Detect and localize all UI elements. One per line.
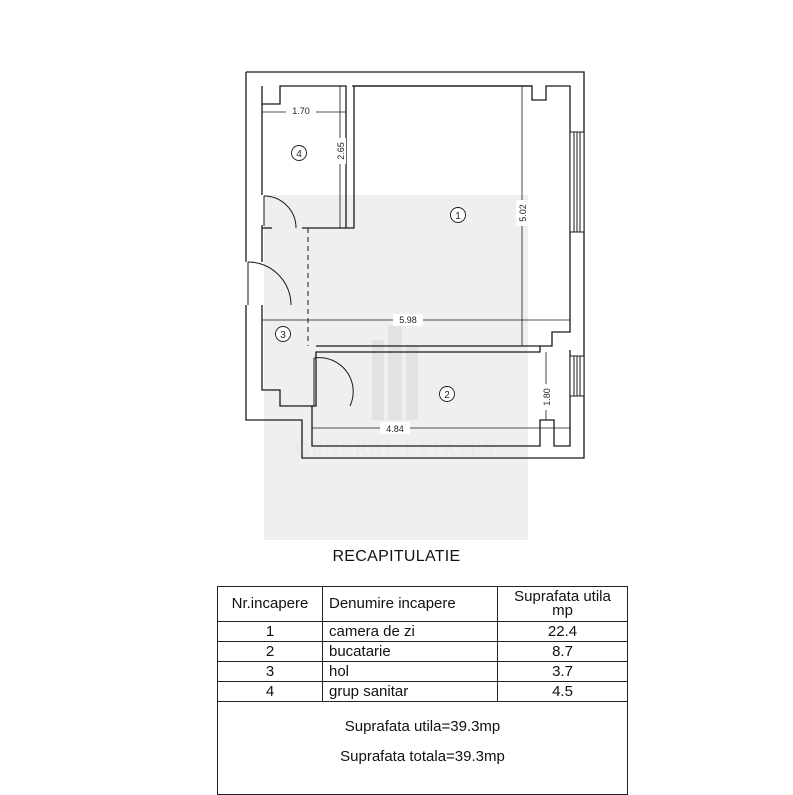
header-room-name: Denumire incapere bbox=[323, 587, 498, 622]
row-name: camera de zi bbox=[323, 622, 498, 642]
total-useful-area: Suprafata utila=39.3mp bbox=[344, 718, 501, 735]
dim-room1-height: 5.02 bbox=[518, 204, 528, 222]
row-area: 22.4 bbox=[498, 622, 628, 642]
dim-room2-height: 1.80 bbox=[542, 388, 552, 406]
totals-cell bbox=[218, 702, 628, 795]
header-useful-area-label: Suprafata utila bbox=[514, 588, 611, 605]
row-area: 8.7 bbox=[498, 642, 628, 662]
table-row bbox=[218, 642, 628, 662]
total-area: Suprafata totala=39.3mp bbox=[340, 748, 505, 765]
totals-row bbox=[218, 702, 628, 795]
table-row bbox=[218, 662, 628, 682]
table-row bbox=[218, 622, 628, 642]
watermark bbox=[264, 195, 528, 540]
header-useful-area bbox=[498, 587, 628, 622]
room-number-4: 4 bbox=[296, 149, 302, 160]
row-name: hol bbox=[323, 662, 498, 682]
watermark-text: GENERAL ESTATES bbox=[295, 439, 497, 460]
room-number-1: 1 bbox=[455, 211, 461, 222]
row-number: 4 bbox=[218, 682, 323, 702]
table-row bbox=[218, 682, 628, 702]
table-header-row bbox=[218, 587, 628, 622]
dim-room4-width: 1.70 bbox=[292, 106, 310, 116]
row-area: 3.7 bbox=[498, 662, 628, 682]
row-number: 3 bbox=[218, 662, 323, 682]
dim-room4-height: 2.65 bbox=[336, 142, 346, 160]
row-number: 1 bbox=[218, 622, 323, 642]
room-number-3: 3 bbox=[280, 330, 286, 341]
header-room-number: Nr.incapere bbox=[218, 587, 323, 622]
dim-room2-width: 4.84 bbox=[386, 424, 404, 434]
recap-table bbox=[217, 586, 628, 795]
header-unit: mp bbox=[552, 602, 573, 619]
row-number: 2 bbox=[218, 642, 323, 662]
row-name: grup sanitar bbox=[323, 682, 498, 702]
row-name: bucatarie bbox=[323, 642, 498, 662]
windows bbox=[570, 132, 584, 396]
room-number-2: 2 bbox=[444, 390, 450, 401]
dim-room1-width: 5.98 bbox=[399, 315, 417, 325]
recap-title: RECAPITULATIE bbox=[332, 548, 461, 565]
row-area: 4.5 bbox=[498, 682, 628, 702]
